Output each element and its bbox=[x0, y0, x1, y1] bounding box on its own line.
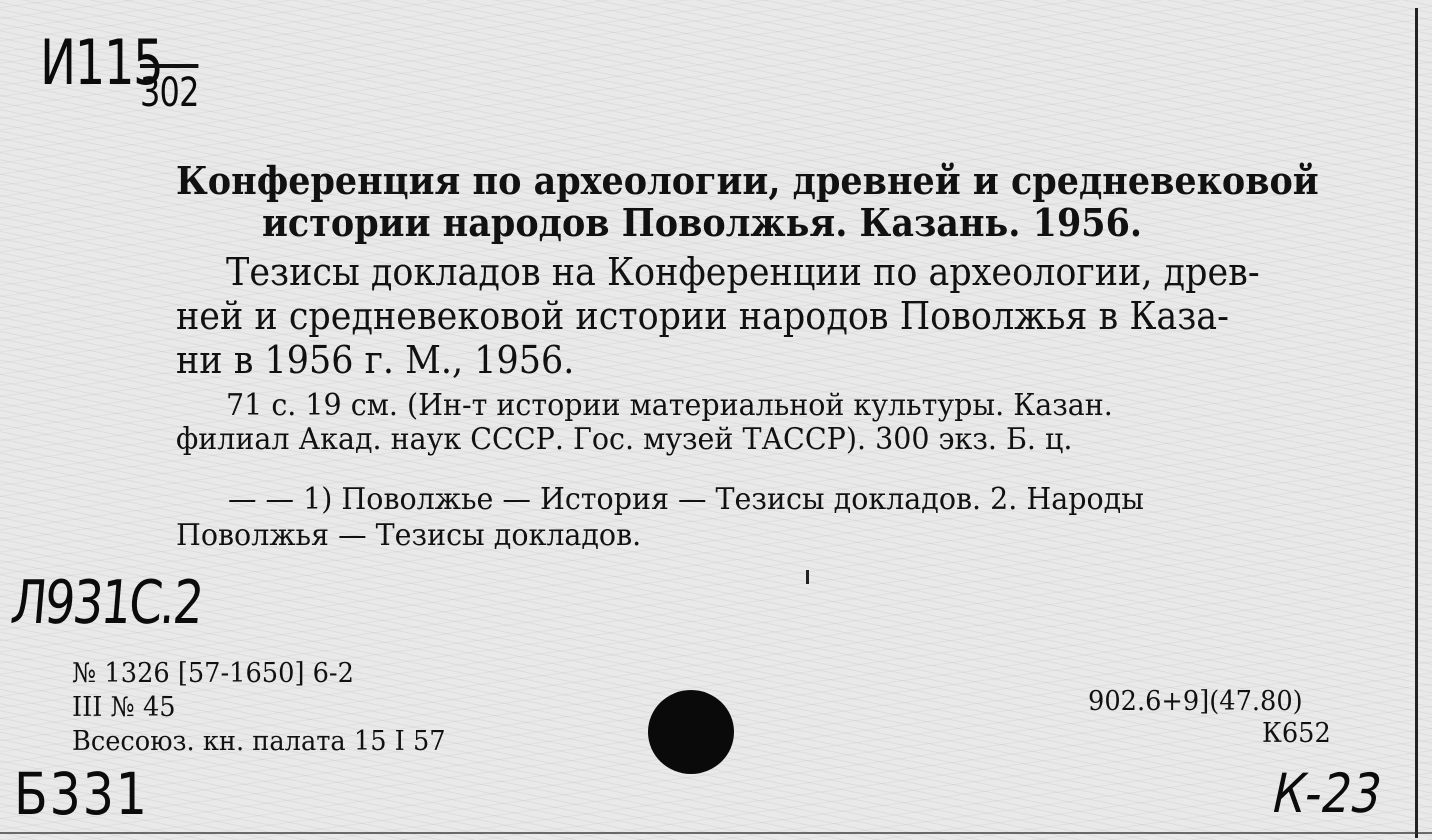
card-edge bbox=[1415, 8, 1418, 838]
record-body-line-3: ни в 1956 г. М., 1956. bbox=[176, 338, 575, 382]
series-number: III № 45 bbox=[72, 692, 176, 723]
registration-number: № 1326 [57-1650] 6-2 bbox=[72, 658, 354, 689]
classification-index: 902.6+9](47.80) bbox=[1088, 686, 1303, 717]
card-edge-bottom bbox=[0, 832, 1432, 834]
record-title-line-1: Конференция по археологии, древней и средневековой bbox=[176, 158, 1319, 203]
handwritten-k-code: К-23 bbox=[1266, 762, 1388, 825]
record-subject-line-2: Поволжья — Тезисы докладов. bbox=[176, 518, 642, 553]
book-chamber-stamp: Всесоюз. кн. палата 15 I 57 bbox=[72, 726, 446, 757]
handwritten-shelf-number: 302 bbox=[140, 64, 199, 116]
punch-hole bbox=[648, 690, 734, 774]
record-body-line-2: ней и средневековой истории народов Поволжья в Каза- bbox=[176, 294, 1229, 338]
record-body-line-1: Тезисы докладов на Конференции по археологии, древ- bbox=[226, 250, 1260, 294]
handwritten-b-code: Б331 bbox=[14, 760, 149, 828]
handwritten-location-code: Л931С.2 bbox=[8, 568, 205, 638]
author-mark: К652 bbox=[1262, 718, 1331, 749]
record-description-line-2: филиал Акад. наук СССР. Гос. музей ТАССР). 300 экз. Б. ц. bbox=[176, 422, 1073, 457]
record-title-line-2: истории народов Поволжья. Казань. 1956. bbox=[262, 200, 1143, 245]
handwritten-shelf-code: И115 bbox=[40, 26, 163, 99]
ink-mark bbox=[806, 570, 809, 584]
record-description-line-1: 71 с. 19 см. (Ин-т истории материальной культуры. Казан. bbox=[226, 388, 1113, 423]
record-subject-line-1: — — 1) Поволжье — История — Тезисы докладов. 2. Народы bbox=[228, 482, 1144, 517]
